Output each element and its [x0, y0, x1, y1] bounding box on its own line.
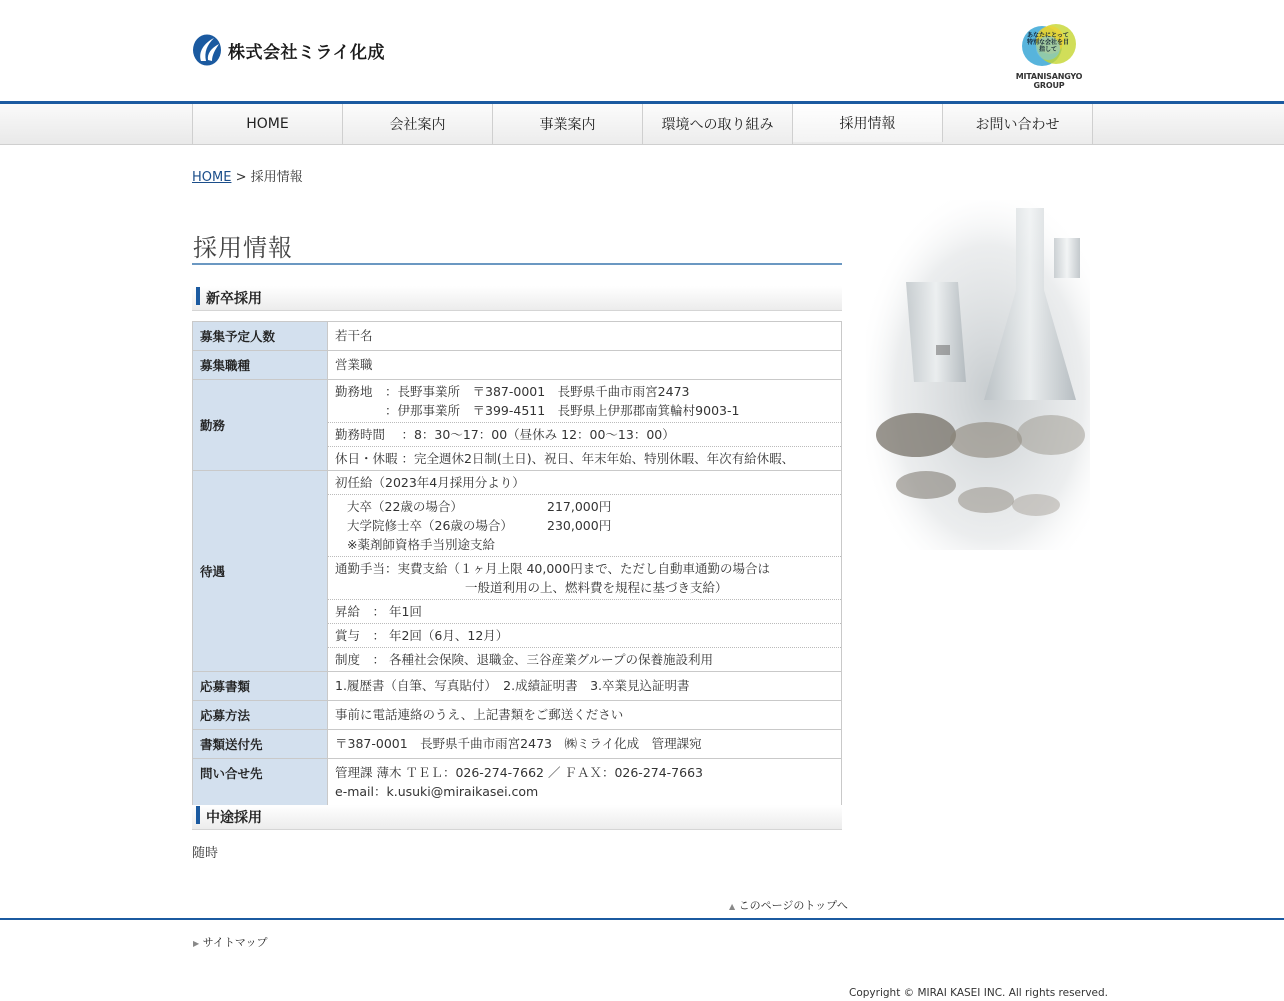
- sitemap-link[interactable]: [193, 934, 267, 950]
- lab-glassware-image: [866, 200, 1090, 550]
- table-row: [193, 471, 842, 672]
- recruit-table: [192, 321, 842, 806]
- section-title: 中途採用: [206, 810, 262, 826]
- salary-head: 初任給（2023年4月採用分より）: [328, 471, 841, 495]
- breadcrumb-current: 採用情報: [250, 170, 303, 185]
- breadcrumb-separator: >: [231, 170, 251, 185]
- nav-company[interactable]: 会社案内: [343, 104, 493, 144]
- heading-bar: [196, 287, 200, 305]
- row-value: 営業職: [335, 357, 373, 372]
- nav-environment[interactable]: 環境への取り組み: [643, 104, 793, 144]
- table-row: [193, 380, 842, 471]
- section-title: 新卒採用: [206, 291, 262, 307]
- sitemap-label: サイトマップ: [202, 936, 268, 949]
- breadcrumb-home-link[interactable]: HOME: [192, 170, 232, 185]
- location-line-2: ：伊那事業所 〒399-4511 長野県上伊那郡南箕輪村9003-1: [335, 403, 740, 418]
- benefit-system: 制度 ： 各種社会保険、退職金、三谷産業グループの保養施設利用: [335, 652, 713, 667]
- table-row: [193, 672, 842, 701]
- nav-business[interactable]: 事業案内: [493, 104, 643, 144]
- company-logo[interactable]: [192, 34, 385, 66]
- salary-label: 大学院修士卒（26歳の場合）: [347, 518, 513, 533]
- salary-label: 大卒（22歳の場合）: [347, 499, 463, 514]
- page-top-label: このページのトップへ: [738, 899, 848, 912]
- nav-home[interactable]: HOME: [193, 104, 343, 144]
- table-row: [193, 322, 842, 351]
- breadcrumb: [192, 166, 303, 185]
- section-heading-new-grad: [192, 286, 842, 311]
- row-value: 若干名: [335, 328, 373, 343]
- row-header: 問い合せ先: [193, 759, 328, 806]
- salary-value: 230,000円: [547, 518, 612, 533]
- title-underline: [192, 263, 842, 265]
- global-nav: [192, 104, 1093, 144]
- page-title: 採用情報: [193, 234, 293, 262]
- section-heading-mid-career: [192, 805, 842, 830]
- table-row: [193, 759, 842, 806]
- footer-border: [0, 918, 1284, 920]
- salary-note: ※薬剤師資格手当別途支給: [347, 537, 495, 552]
- group-logo[interactable]: [1004, 18, 1094, 90]
- row-header: 応募方法: [193, 701, 328, 730]
- nav-contact[interactable]: お問い合わせ: [943, 104, 1093, 144]
- row-header: 勤務: [193, 380, 328, 471]
- group-name: MITANISANGYO GROUP: [1015, 72, 1083, 90]
- triangle-up-icon: ▲: [729, 902, 736, 911]
- row-header: 書類送付先: [193, 730, 328, 759]
- salary-details: [328, 495, 841, 557]
- heading-bar: [196, 806, 200, 824]
- location-line-1: 勤務地 ：長野事業所 〒387-0001 長野県千曲市雨宮2473: [335, 384, 690, 399]
- contact-info: [328, 759, 841, 805]
- copyright: Copyright © MIRAI KASEI INC. All rights reserved.: [849, 987, 1109, 999]
- contact-email[interactable]: e-mail：k.usuki@miraikasei.com: [335, 784, 539, 799]
- table-row: [193, 730, 842, 759]
- swoosh-logo-icon: [192, 34, 222, 66]
- company-name: 株式会社ミライ化成: [228, 42, 385, 63]
- row-value: 〒387-0001 長野県千曲市雨宮2473 ㈱ミライ化成 管理課宛: [335, 736, 702, 751]
- row-header: 待遇: [193, 471, 328, 672]
- raise: 昇給 ： 年1回: [328, 600, 841, 624]
- work-location: [328, 380, 841, 423]
- salary-row: [335, 497, 834, 516]
- triangle-right-icon: ▶: [193, 939, 200, 948]
- commute-line-1: 通勤手当：実費支給（１ヶ月上限 40,000円まで、ただし自動車通勤の場合は: [335, 561, 770, 576]
- group-tagline: あなたにとって特別な会社を目指して: [1026, 32, 1069, 53]
- bonus: 賞与 ： 年2回（6月、12月）: [328, 624, 841, 648]
- salary-value: 217,000円: [547, 499, 612, 514]
- mid-career-text: 随時: [192, 846, 219, 861]
- row-header: 募集予定人数: [193, 322, 328, 351]
- row-value: 事前に電話連絡のうえ、上記書類をご郵送ください: [335, 707, 624, 722]
- commute-line-2: 一般道利用の上、燃料費を規程に基づき支給）: [465, 580, 728, 595]
- row-value: 1.履歴書（自筆、写真貼付） 2.成績証明書 3.卒業見込証明書: [335, 678, 690, 693]
- page-top-link[interactable]: [729, 897, 848, 913]
- row-header: 募集職種: [193, 351, 328, 380]
- salary-row: [335, 516, 834, 535]
- nav-recruit[interactable]: 採用情報: [793, 104, 943, 142]
- contact-phone: 管理課 薄木 ＴＥＬ：026-274-7662 ／ ＦＡＸ：026-274-7663: [335, 765, 703, 780]
- table-row: [193, 701, 842, 730]
- table-row: [193, 351, 842, 380]
- work-holidays: 休日・休暇 ：完全週休2日制(土日)、祝日、年末年始、特別休暇、年次有給休暇、: [335, 451, 795, 466]
- work-hours: 勤務時間 ：8：30～17：00（昼休み 12：00～13：00）: [328, 423, 841, 447]
- row-header: 応募書類: [193, 672, 328, 701]
- commute-allowance: [328, 557, 841, 600]
